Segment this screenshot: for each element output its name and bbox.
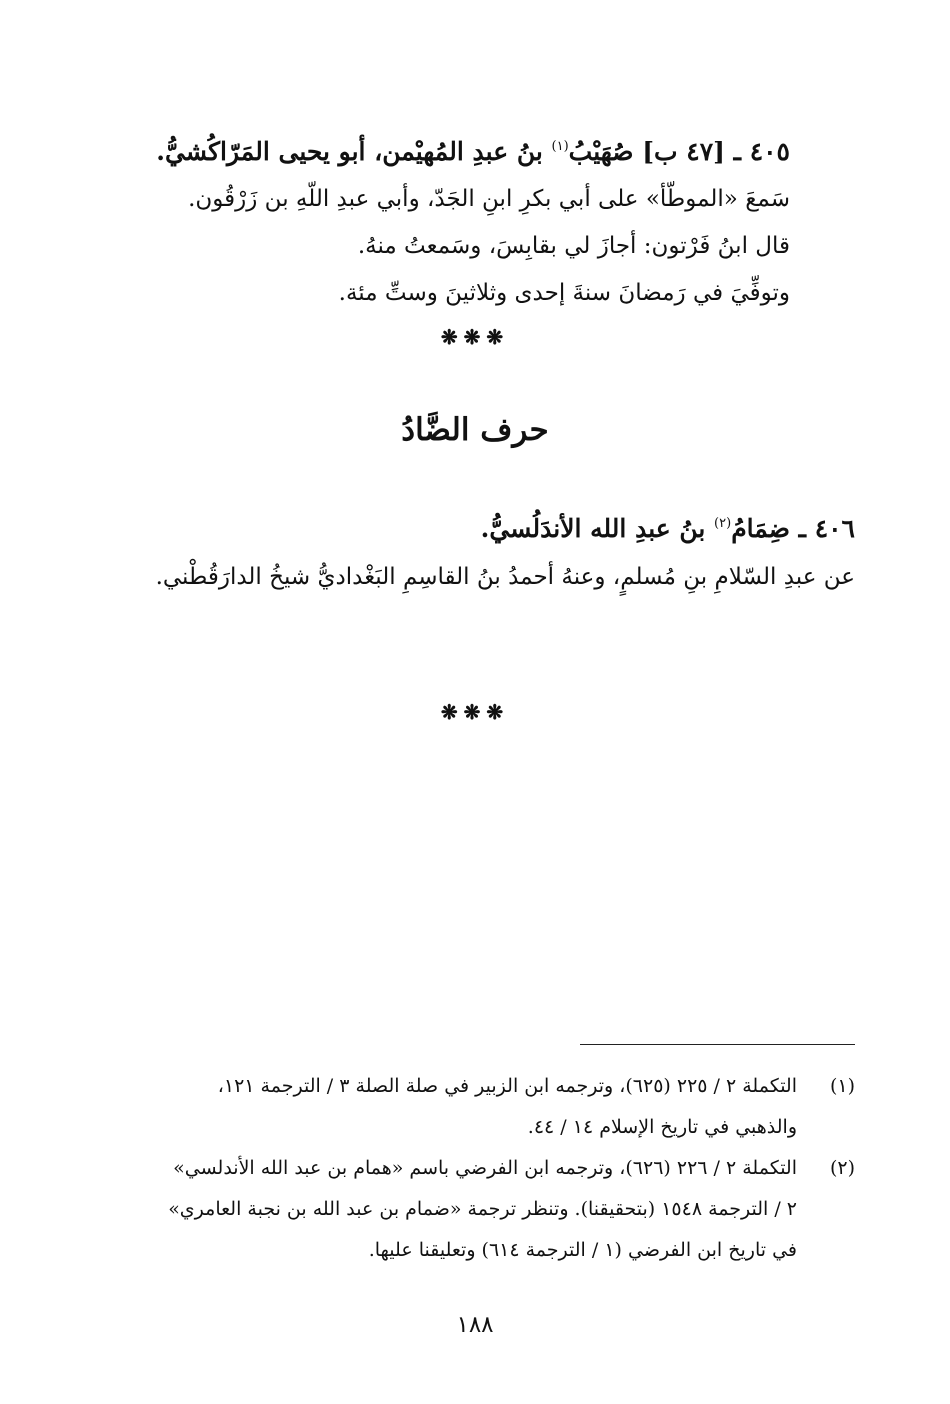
- footnote-line: والذهبي في تاريخ الإسلام ١٤ / ٤٤.: [527, 1116, 797, 1138]
- section-separator: ❋❋❋: [440, 700, 510, 724]
- entry-line: وتوفِّيَ في رَمضانَ سنةَ إحدى وثلاثينَ وستِّ مئة.: [338, 280, 790, 306]
- footnote-marker: (٢): [829, 1157, 855, 1179]
- footnote-reference: (٢): [714, 516, 732, 531]
- footnote-marker: (١): [829, 1075, 855, 1097]
- entry-line: سَمعَ «الموطّأ» على أبي بكرِ ابنِ الجَدّ، وأبي عبدِ اللّهِ بن زَرْقُون.: [188, 186, 790, 212]
- entry-heading-rest: بنُ عبدِ المُهيْمن، أبو يحيى المَرّاكُشيُّ.: [156, 137, 552, 166]
- entry-heading-name: ٤٠٥ ـ [٤٧ ب] صُهَيْبُ: [568, 137, 790, 166]
- entry-heading: [130, 128, 790, 176]
- footnote-divider: [580, 1044, 855, 1045]
- footnote-line: في تاريخ ابن الفرضي (١ / الترجمة ٦١٤) وتعليقنا عليها.: [368, 1239, 797, 1261]
- entry-406: [95, 505, 855, 601]
- section-separator: ❋❋❋: [440, 325, 510, 349]
- footnote-reference: (١): [551, 139, 569, 154]
- footnote-line: التكملة ٢ / ٢٢٥ (٦٢٥)، وترجمه ابن الزبير في صلة الصلة ٣ / الترجمة ١٢١،: [217, 1075, 797, 1097]
- footnote-line: التكملة ٢ / ٢٢٦ (٦٢٦)، وترجمه ابن الفرضي باسم «همام بن عبد الله الأندلسي»: [173, 1157, 797, 1179]
- entry-line: عن عبدِ السّلامِ بنِ مُسلمٍ، وعنهُ أحمدُ بنُ القاسِمِ البَغْداديُّ شيخُ الدارَقُطْني.: [155, 564, 855, 590]
- entry-line: قال ابنُ فَرْتون: أجازَ لي بقابِسَ، وسَمعتُ منهُ.: [357, 233, 790, 259]
- footnote-line: ٢ / الترجمة ١٥٤٨ (بتحقيقنا). وتنظر ترجمة «ضمام بن عبد الله بن نجبة العامري»: [168, 1198, 797, 1220]
- footnotes: [110, 1066, 855, 1271]
- footnote-2: [110, 1148, 855, 1271]
- page-number: ١٨٨: [456, 1312, 494, 1338]
- entry-405: [130, 128, 790, 317]
- entry-heading-name: ٤٠٦ ـ ضِمَامُ: [731, 514, 855, 543]
- entry-heading-rest: بنُ عبدِ الله الأندَلُسيُّ.: [480, 514, 715, 543]
- footnote-1: [110, 1066, 855, 1148]
- section-title: حرف الضَّادُ: [401, 412, 549, 448]
- entry-heading: [95, 505, 855, 553]
